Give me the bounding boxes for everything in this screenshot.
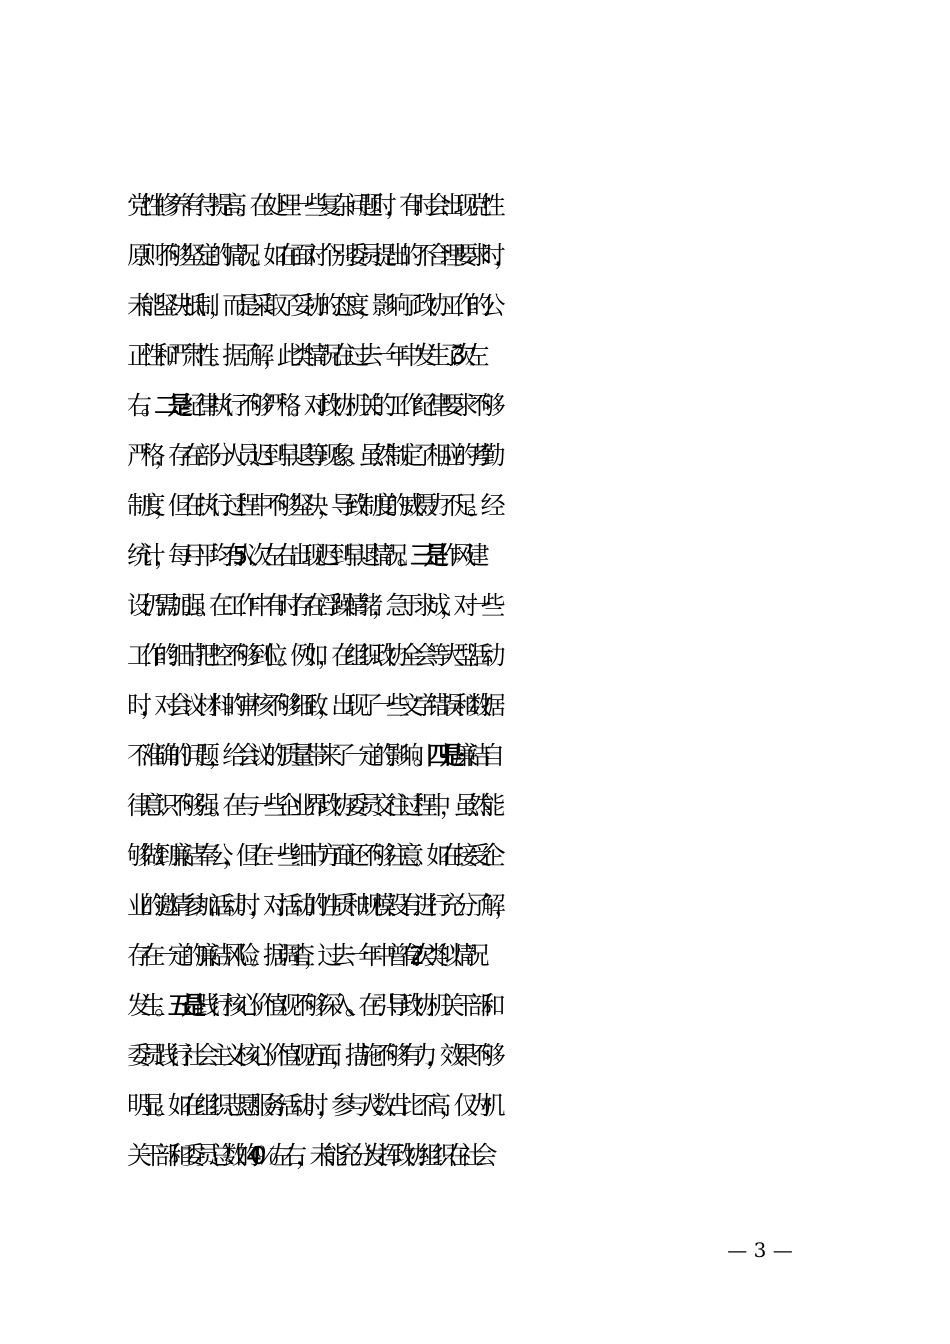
text-line: [127, 281, 847, 331]
bold-lead-phrase: 三是: [410, 541, 438, 570]
body-text: [127, 181, 847, 1181]
text-line: [127, 381, 847, 431]
text-segment: 纪律执行不够严格。对政协机关的工作纪律要求不够: [181, 391, 495, 420]
text-line: [127, 581, 847, 631]
text-segment: 未能坚决抵制，而是采取了妥协的态度，影响了政协工作的公: [127, 291, 495, 320]
text-segment: 严格，存在部分人员迟到早退等现象。虽然制定了相应的考勤: [127, 441, 495, 470]
text-line: [127, 681, 847, 731]
text-segment: 委员践行社会主义核心价值观方面，措施不够有力，效果不够: [127, 1041, 495, 1070]
text-line: [127, 731, 847, 781]
text-segment: 设仍需加强。在工作中有时存在浮躁情绪，急于求成，对一些: [127, 591, 495, 620]
text-segment: 关干部和委员总数的 40％左右，未能充分发挥政协组织在社会: [127, 1141, 487, 1170]
text-segment: 作风建: [437, 541, 479, 570]
text-segment: 律意识不够强。在与一些企业界政协委员交往过程中，虽然能: [127, 791, 495, 820]
text-line: [127, 431, 847, 481]
text-segment: 践行核心价值观不够深入。在引导政协机关干部和: [195, 991, 495, 1020]
text-line: [127, 981, 847, 1031]
text-segment: 右。: [127, 391, 155, 420]
page-number: — 3 —: [727, 1238, 793, 1262]
text-line: [127, 181, 847, 231]
text-line: [127, 931, 847, 981]
text-line: [127, 831, 847, 881]
text-segment: 党性修养有待提高。在处理一些复杂问题时，有时会出现党性: [127, 191, 495, 220]
text-segment: 存在一定的廉洁风险。据调查，过去一年中曾有 2 次类似情况: [127, 941, 479, 970]
text-segment: 不准确的问题，给会议的质量带来了一定的影响。: [127, 741, 427, 770]
text-segment: 发生。: [127, 991, 168, 1020]
text-line: [127, 881, 847, 931]
text-line: [127, 531, 847, 581]
bold-lead-phrase: 四是: [426, 741, 454, 770]
text-line: [127, 231, 847, 281]
text-line: [127, 1131, 847, 1181]
text-segment: 制度，但在执行过程中不够坚决，导致制度的威慑力不足。经: [127, 491, 495, 520]
text-segment: 正性和严肃性。据了解，此类情况在过去一年中发生了 3 次左: [127, 341, 479, 370]
text-segment: 工作的细节把控不够到位。例如，在组织政协全会等大型活动: [127, 641, 495, 670]
text-segment: 够做到廉洁奉公，但在一些细节方面还不够注意。如在接受企: [127, 841, 495, 870]
text-line: [127, 1031, 847, 1081]
text-segment: 统计，每月平均有 5 人次左右出现迟到早退情况。: [127, 541, 411, 570]
text-line: [127, 331, 847, 381]
text-segment: 明显。如在组织志愿服务活动时，参与人数占比不高，仅为机: [127, 1091, 495, 1120]
text-line: [127, 631, 847, 681]
text-line: [127, 781, 847, 831]
text-segment: 原则不够坚定的情况。如在面对个别委员提出的不合理要求时，: [127, 241, 508, 270]
bold-lead-phrase: 二是: [154, 391, 182, 420]
text-line: [127, 1081, 847, 1131]
text-segment: 廉洁自: [453, 741, 495, 770]
text-segment: 时，对会议材料的审核不够细致，出现了一些文字错误和数据: [127, 691, 495, 720]
bold-lead-phrase: 五是: [167, 991, 196, 1020]
text-segment: 业的邀请参加活动时，对活动的性质和规模没有进行充分了解，: [127, 891, 508, 920]
text-line: [127, 481, 847, 531]
